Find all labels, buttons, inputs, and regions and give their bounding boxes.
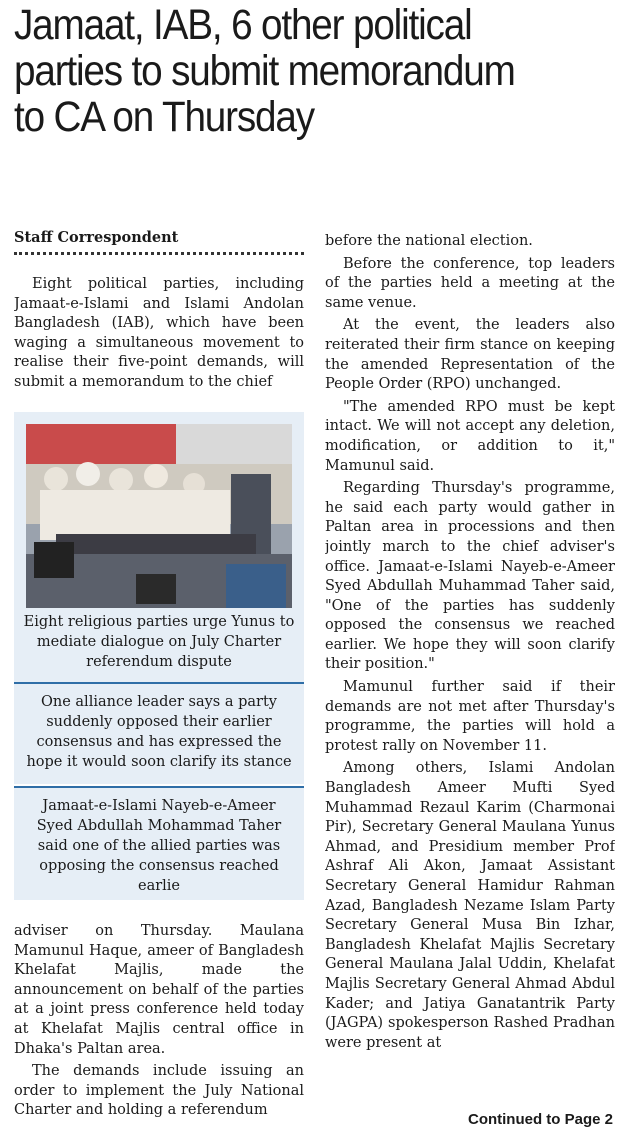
paragraph: Mamunul further said if their demands are not met after Thursday's programme, the parties will hold a protest rally on November 11. <box>325 679 615 754</box>
pull-quote-text: One alliance leader says a party suddenly opposed their earlier consensus and has expressed the hope it would soon clarify its stance <box>26 694 292 770</box>
headline-line: parties to submit memorandum <box>14 47 515 95</box>
pull-quote <box>14 788 304 900</box>
paragraph: Among others, Islami Andolan Bangladesh Ameer Mufti Syed Muhammad Rezaul Karim (Charmonai Pir), Secretary General Maulana Yunus Ahmad, and Presidium member Prof Ashraf Ali Akon, Jamaat Assistant Secretary General Hamidur Rahman Azad, Bangladesh Nezame Islam Party Secretary General Musa Bin Izhar, Bangladesh Khelafat Majlis Secretary General Maulana Jalal Uddin, Khelafat Majlis Secretary General Ahmad Abdul Kader; and Jatiya Ganatantrik Party (JAGPA) spokesperson Rashed Pradhan were present at <box>325 760 615 1051</box>
paragraph: "The amended RPO must be kept intact. We will not accept any deletion, modification, or addition to it," Mamunul said. <box>325 398 615 474</box>
paragraph: Before the conference, top leaders of the parties held a meeting at the same venue. <box>325 255 615 311</box>
article-column-1-bottom <box>14 922 304 1132</box>
headline-line: Jamaat, IAB, 6 other political <box>14 1 472 49</box>
photo-box <box>14 412 304 682</box>
headline <box>14 2 554 140</box>
paragraph: Regarding Thursday's programme, he said each party would gather in Paltan area in processions and then jointly march to the chief adviser's office. Jamaat-e-Islami Nayeb-e-Ameer Syed Abdullah Muhammad Taher said, "One of the parties has suddenly opposed the consensus we reached earlier. We hope they will soon clarify their position." <box>325 480 615 673</box>
headline-line: to CA on Thursday <box>14 93 314 141</box>
pull-quote <box>14 684 304 784</box>
continued-note: Continued to Page 2 <box>467 1111 613 1128</box>
pull-quote-text: Jamaat-e-Islami Nayeb-e-Ameer Syed Abdullah Mohammad Taher said one of the allied parties was opposing the consensus reached earlie <box>36 798 282 894</box>
article-column-1-top <box>14 275 304 395</box>
paragraph: Eight political parties, including Jamaat-e-Islami and Islami Andolan Bangladesh (IAB), which have been waging a simultaneous movement to realise their five-point demands, will submit a memorandum to the chief <box>14 276 304 390</box>
press-conference-photo <box>26 424 292 608</box>
paragraph: The demands include issuing an order to implement the July National Charter and holding a referendum <box>14 1063 304 1119</box>
article-column-2 <box>325 232 615 1112</box>
paragraph: At the event, the leaders also reiterated their firm stance on keeping the amended Representation of the People Order (RPO) unchanged. <box>325 317 615 393</box>
paragraph: before the national election. <box>325 233 533 249</box>
photo-caption: Eight religious parties urge Yunus to mediate dialogue on July Charter referendum dispute <box>23 614 295 670</box>
paragraph: adviser on Thursday. Maulana Mamunul Haque, ameer of Bangladesh Khelafat Majlis, made the announcement on behalf of the parties at a joint press conference held today at Khelafat Majlis central office in Dhaka's Paltan area. <box>14 923 304 1057</box>
byline: Staff Correspondent <box>14 229 304 255</box>
